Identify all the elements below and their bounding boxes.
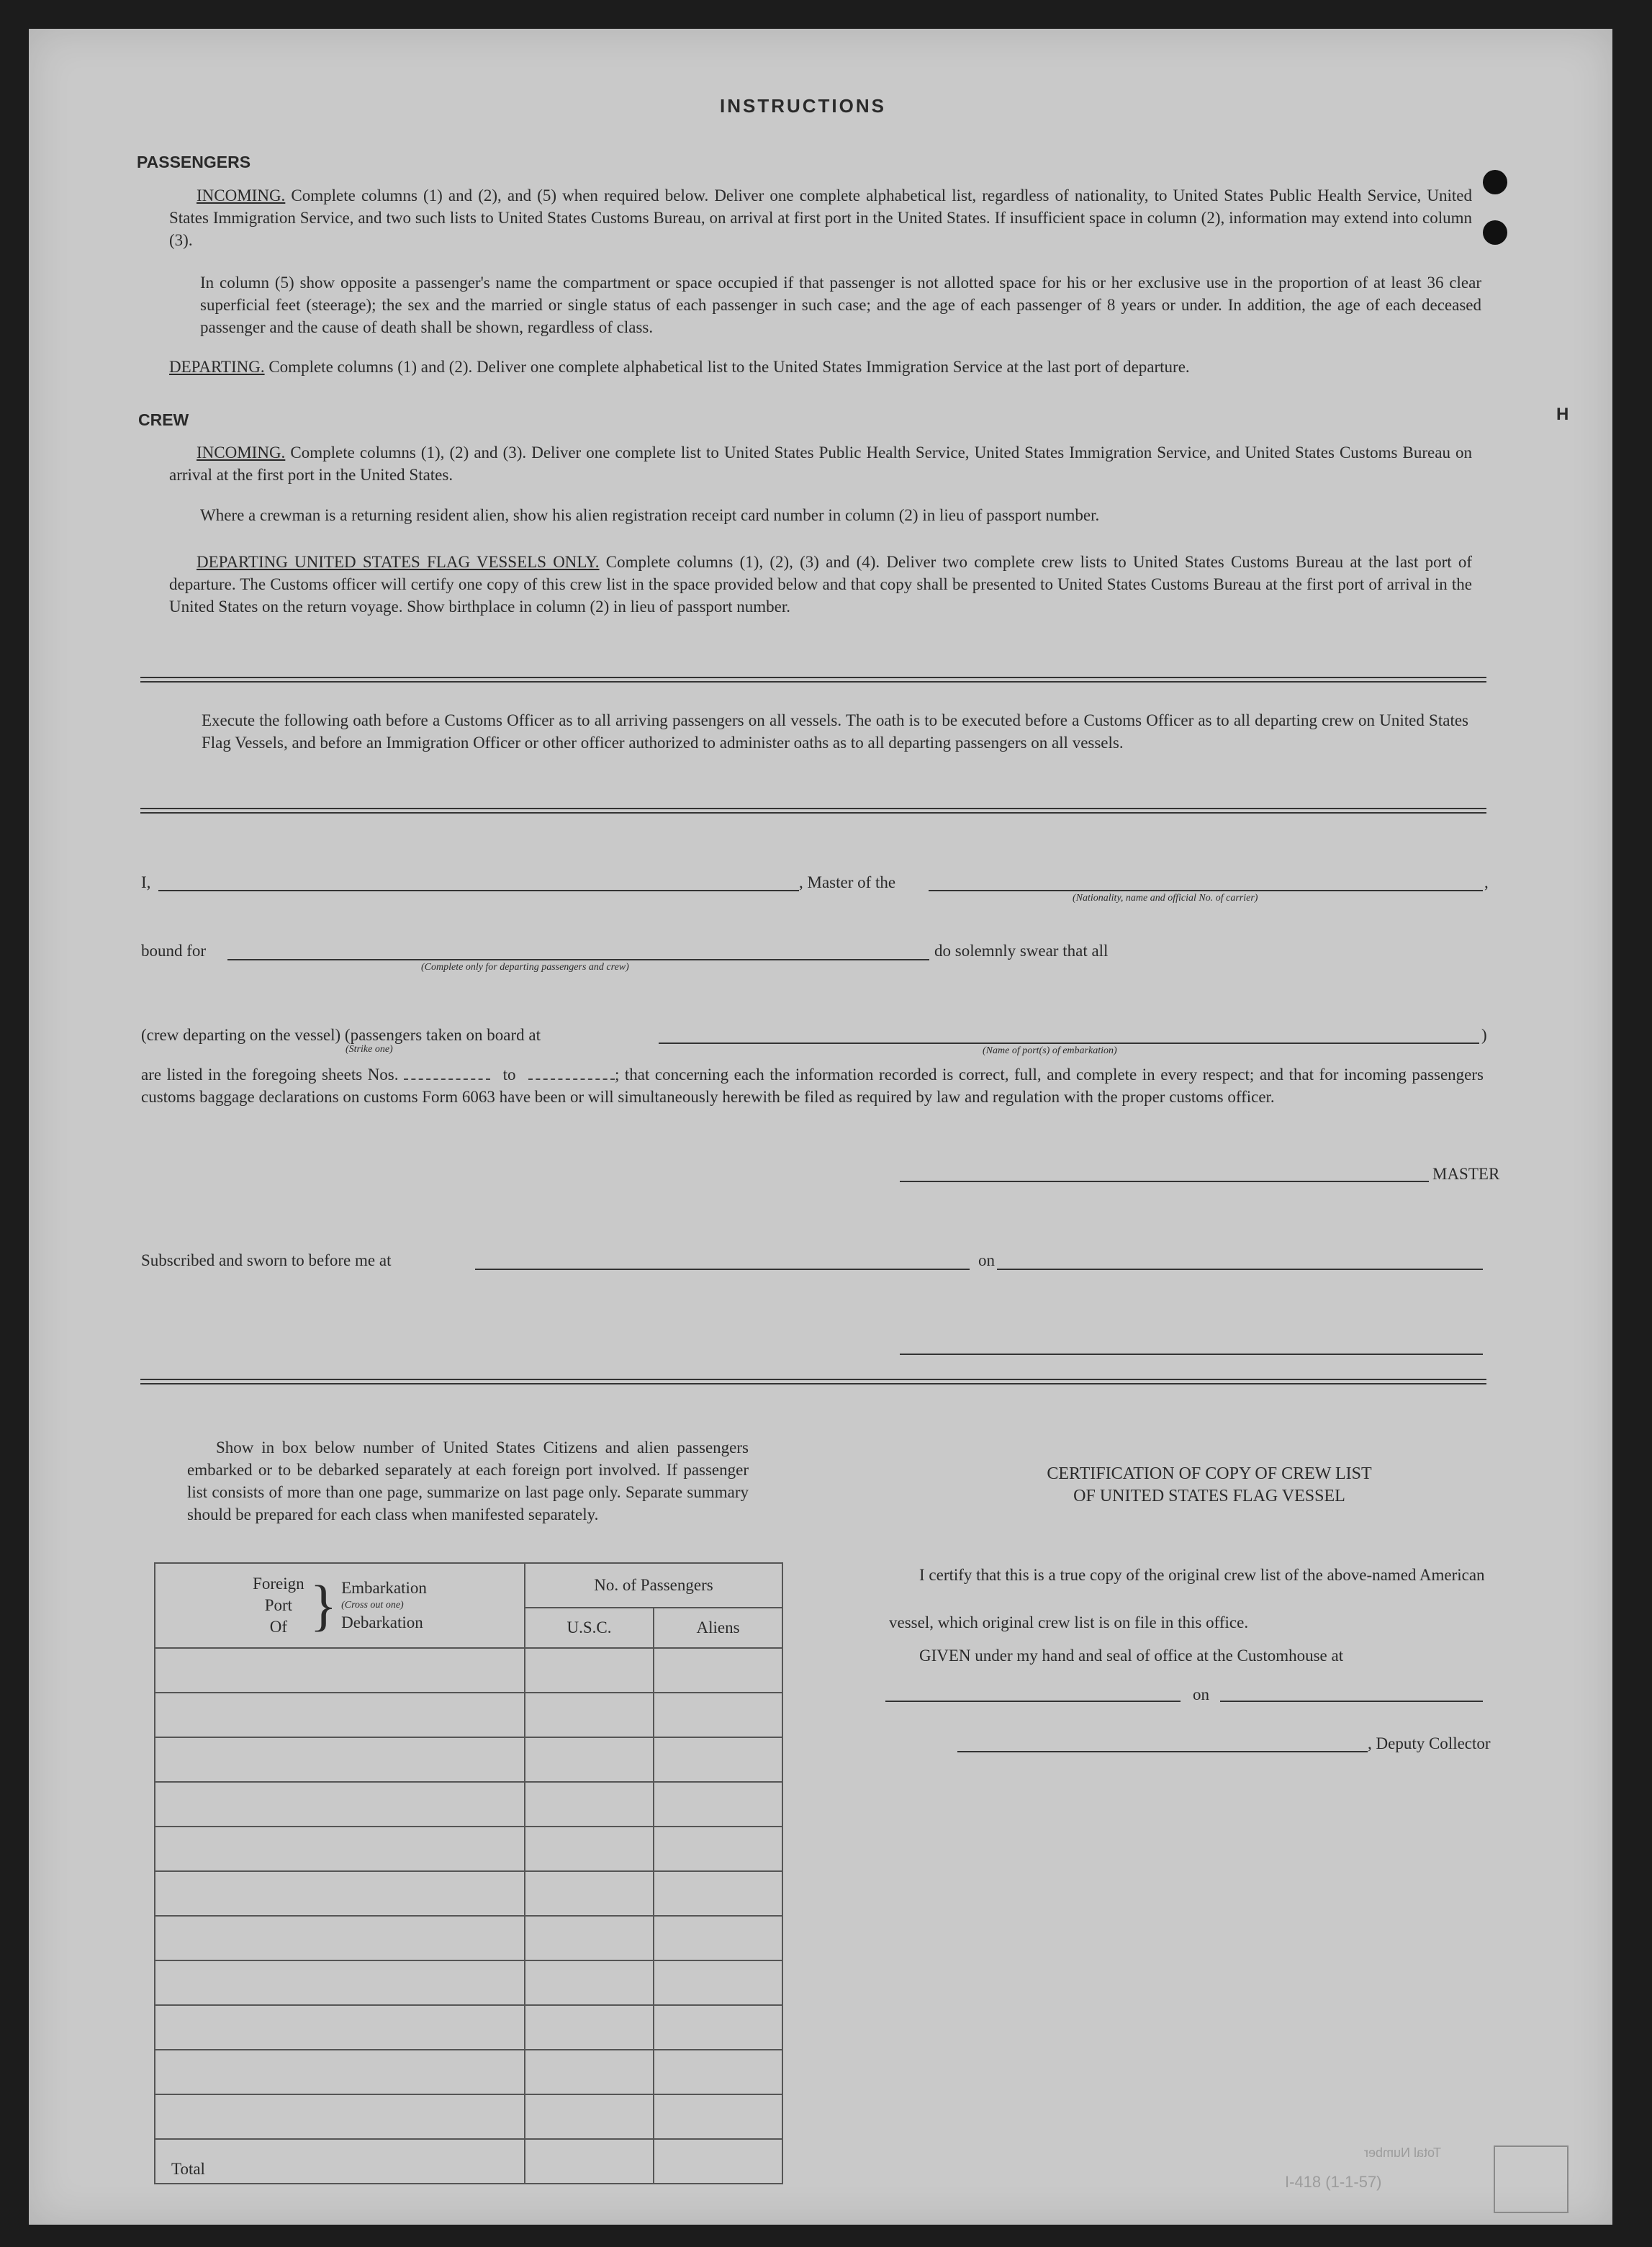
aliens-cell[interactable] (654, 1960, 782, 2005)
oath-comma: , (1484, 873, 1489, 891)
passengers-incoming-label: INCOMING. (197, 186, 286, 204)
subscribed-label: Subscribed and sworn to before me at (141, 1251, 392, 1269)
total-number-mirror: Total Number (1364, 2145, 1442, 2160)
master-name-field[interactable] (158, 890, 799, 891)
oath-intro: Execute the following oath before a Customs Officer as to all arriving passengers on all vessels. The oath is to be executed before a Customs Officer as to all departing crew on United States Flag Vessels, and before an Immigration Officer or other officer authorized to administer oaths as to all departing passengers on all vessels. (202, 711, 1468, 752)
punch-hole-bottom (1483, 220, 1507, 245)
passengers-heading: PASSENGERS (137, 153, 251, 171)
ports-note: (Name of port(s) of embarkation) (983, 1045, 1117, 1056)
oath-master-of: , Master of the (799, 873, 896, 891)
sworn-date-field[interactable] (997, 1269, 1483, 1270)
page-title: INSTRUCTIONS (720, 95, 886, 117)
listed-text-a: are listed in the foregoing sheets Nos. (141, 1066, 399, 1084)
usc-cell[interactable] (525, 1960, 654, 2005)
passengers-departing (169, 356, 1472, 378)
corner-box (1494, 2145, 1569, 2213)
passengers-departing-label: DEPARTING. (169, 358, 265, 376)
usc-cell[interactable] (525, 2050, 654, 2094)
certification-on: on (1193, 1685, 1209, 1703)
usc-cell[interactable] (525, 1916, 654, 1960)
crew-departing-label: DEPARTING UNITED STATES FLAG VESSELS ONLY. (197, 553, 600, 571)
master-signature-field[interactable] (900, 1181, 1429, 1182)
passenger-summary-table (154, 1562, 783, 2184)
header-embarkation: Embarkation (341, 1579, 427, 1597)
crew-resident-text: Where a crewman is a returning resident alien, show his alien registration receipt card number in column (2) in lieu of passport number. (200, 506, 1100, 524)
total-label: Total (171, 2160, 205, 2178)
aliens-cell[interactable] (654, 1693, 782, 1737)
margin-letter: H (1556, 405, 1569, 424)
certification-date-field[interactable] (1220, 1701, 1483, 1702)
port-cell[interactable] (155, 1737, 525, 1782)
crew-departing (169, 551, 1472, 618)
aliens-cell[interactable] (654, 1827, 782, 1871)
close-paren: ) (1481, 1026, 1487, 1044)
customhouse-field[interactable] (885, 1701, 1181, 1702)
master-label: MASTER (1432, 1165, 1500, 1183)
complete-note: (Complete only for departing passengers and crew) (421, 962, 629, 973)
aliens-cell[interactable] (654, 1871, 782, 1916)
passengers-incoming-text: Complete columns (1) and (2), and (5) when required below. Deliver one complete alphabetical list, regardless of nationality, to United States Public Health Service, United States Immigration Service, and two such lists to United States Customs Bureau, on arrival at first port in the United States. If insufficient space in column (2), information may extend into column (3). (169, 186, 1472, 249)
aliens-cell[interactable] (654, 1916, 782, 1960)
usc-cell[interactable] (525, 1871, 654, 1916)
subscribed-on: on (970, 1249, 1003, 1271)
port-cell[interactable] (155, 1693, 525, 1737)
usc-cell[interactable] (525, 1737, 654, 1782)
summary-instructions: Show in box below number of United States Citizens and alien passengers embarked or to be debarked separately at each foreign port involved. If passenger list consists of more than one page, summarize on last page only. Separate summary should be prepared for each class when manifested separately. (187, 1438, 749, 1523)
oath-i-label: I, (141, 873, 151, 891)
sheet-to-field[interactable] (528, 1064, 615, 1080)
aliens-cell[interactable] (654, 2094, 782, 2139)
bound-for-label: bound for (141, 942, 207, 960)
passengers-incoming (169, 184, 1472, 251)
port-cell[interactable] (155, 1782, 525, 1827)
certification-heading-2: OF UNITED STATES FLAG VESSEL (1073, 1487, 1345, 1505)
total-aliens-cell[interactable] (654, 2139, 782, 2184)
sworn-place-field[interactable] (475, 1269, 983, 1270)
listed-text-b: ; that concerning each the information recorded is correct, full, and complete in every respect; and that for incoming passengers customs baggage declarations on customs Form 6063 have been or will simultaneously herewith be filed as required by law and regulation with the proper customs officer. (141, 1066, 1484, 1106)
crew-departing-clause: (crew departing on the vessel) (passengers taken on board at (141, 1026, 541, 1044)
port-cell[interactable] (155, 1960, 525, 2005)
header-of: Of (269, 1618, 288, 1636)
form-number: I-418 (1-1-57) (1285, 2173, 1382, 2191)
crew-incoming-label: INCOMING. (197, 443, 286, 461)
crew-incoming (169, 441, 1472, 486)
deputy-signature-field[interactable] (957, 1751, 1368, 1752)
aliens-cell[interactable] (654, 2050, 782, 2094)
usc-cell[interactable] (525, 2005, 654, 2050)
total-usc-cell[interactable] (525, 2139, 654, 2184)
port-cell[interactable] (155, 2050, 525, 2094)
divider-3 (140, 1379, 1486, 1384)
header-port: Port (264, 1596, 293, 1614)
port-cell[interactable] (155, 1648, 525, 1693)
crew-heading: CREW (138, 410, 189, 429)
aliens-cell[interactable] (654, 1648, 782, 1693)
crew-departing-text: Complete columns (1), (2), (3) and (4). Deliver two complete crew lists to United States Customs Bureau at the last port of departure. The Customs officer will certify one copy of this crew list in the space provided below and that copy shall be presented to United States Customs Bureau at the first port of arrival in the United States on the return voyage. Show birthplace in column (2) in lieu of passport number. (169, 553, 1473, 616)
certification-heading (936, 1463, 1483, 1508)
passengers-column5: In column (5) show opposite a passenger's name the compartment or space occupied if that passenger is not allotted space for his or her exclusive use in the proportion of at least 36 clear superficial feet (steerage); the sex and the married or single status of each passenger in such case; and the age of each passenger of 8 years or under. In addition, the age of each deceased passenger and the cause of death shall be shown, regardless of class. (200, 274, 1481, 336)
document-page (29, 29, 1612, 2225)
usc-cell[interactable] (525, 2094, 654, 2139)
usc-cell[interactable] (525, 1827, 654, 1871)
aliens-cell[interactable] (654, 1737, 782, 1782)
port-cell[interactable] (155, 1871, 525, 1916)
punch-hole-top (1483, 170, 1507, 194)
aliens-header: Aliens (654, 1608, 782, 1648)
usc-header: U.S.C. (525, 1608, 654, 1648)
port-cell[interactable] (155, 1916, 525, 1960)
official-signature-field[interactable] (900, 1354, 1483, 1355)
listed-paragraph (141, 1063, 1484, 1108)
embarkation-ports-field[interactable] (659, 1043, 1479, 1044)
no-passengers-header: No. of Passengers (525, 1563, 782, 1608)
header-debarkation: Debarkation (341, 1613, 423, 1631)
header-cross-out: (Cross out one) (341, 1600, 404, 1611)
certify-text: I certify that this is a true copy of the original crew list of the above-named American vessel, which original crew list is on file in this office. (889, 1566, 1485, 1631)
usc-cell[interactable] (525, 1648, 654, 1693)
usc-cell[interactable] (525, 1693, 654, 1737)
carrier-field[interactable] (929, 890, 1483, 891)
given-text: GIVEN under my hand and seal of office at the Customhouse at (919, 1647, 1344, 1665)
carrier-note: (Nationality, name and official No. of carrier) (1073, 893, 1258, 904)
aliens-cell[interactable] (654, 2005, 782, 2050)
divider-1 (140, 677, 1486, 683)
port-cell[interactable] (155, 2094, 525, 2139)
usc-cell[interactable] (525, 1782, 654, 1827)
bound-for-field[interactable] (227, 959, 929, 960)
foreign-port-header (155, 1563, 525, 1648)
brace-icon: } (310, 1574, 338, 1636)
strike-one-note: (Strike one) (346, 1044, 393, 1055)
deputy-collector: , Deputy Collector (1368, 1734, 1491, 1752)
listed-to: to (502, 1066, 516, 1084)
port-cell[interactable] (155, 1827, 525, 1871)
total-label-cell (155, 2139, 525, 2184)
passengers-departing-text: Complete columns (1) and (2). Deliver one complete alphabetical list to the United States Immigration Service at the last port of departure. (268, 358, 1190, 376)
sheet-from-field[interactable] (404, 1064, 490, 1080)
divider-2 (140, 808, 1486, 814)
swear-text: do solemnly swear that all (934, 942, 1109, 960)
aliens-cell[interactable] (654, 1782, 782, 1827)
crew-incoming-text: Complete columns (1), (2) and (3). Deliver one complete list to United States Public Health Service, United States Immigration Service, and United States Customs Bureau on arrival at the first port in the United States. (169, 443, 1473, 484)
certification-heading-1: CERTIFICATION OF COPY OF CREW LIST (1047, 1464, 1372, 1483)
port-cell[interactable] (155, 2005, 525, 2050)
header-foreign: Foreign (253, 1575, 304, 1593)
